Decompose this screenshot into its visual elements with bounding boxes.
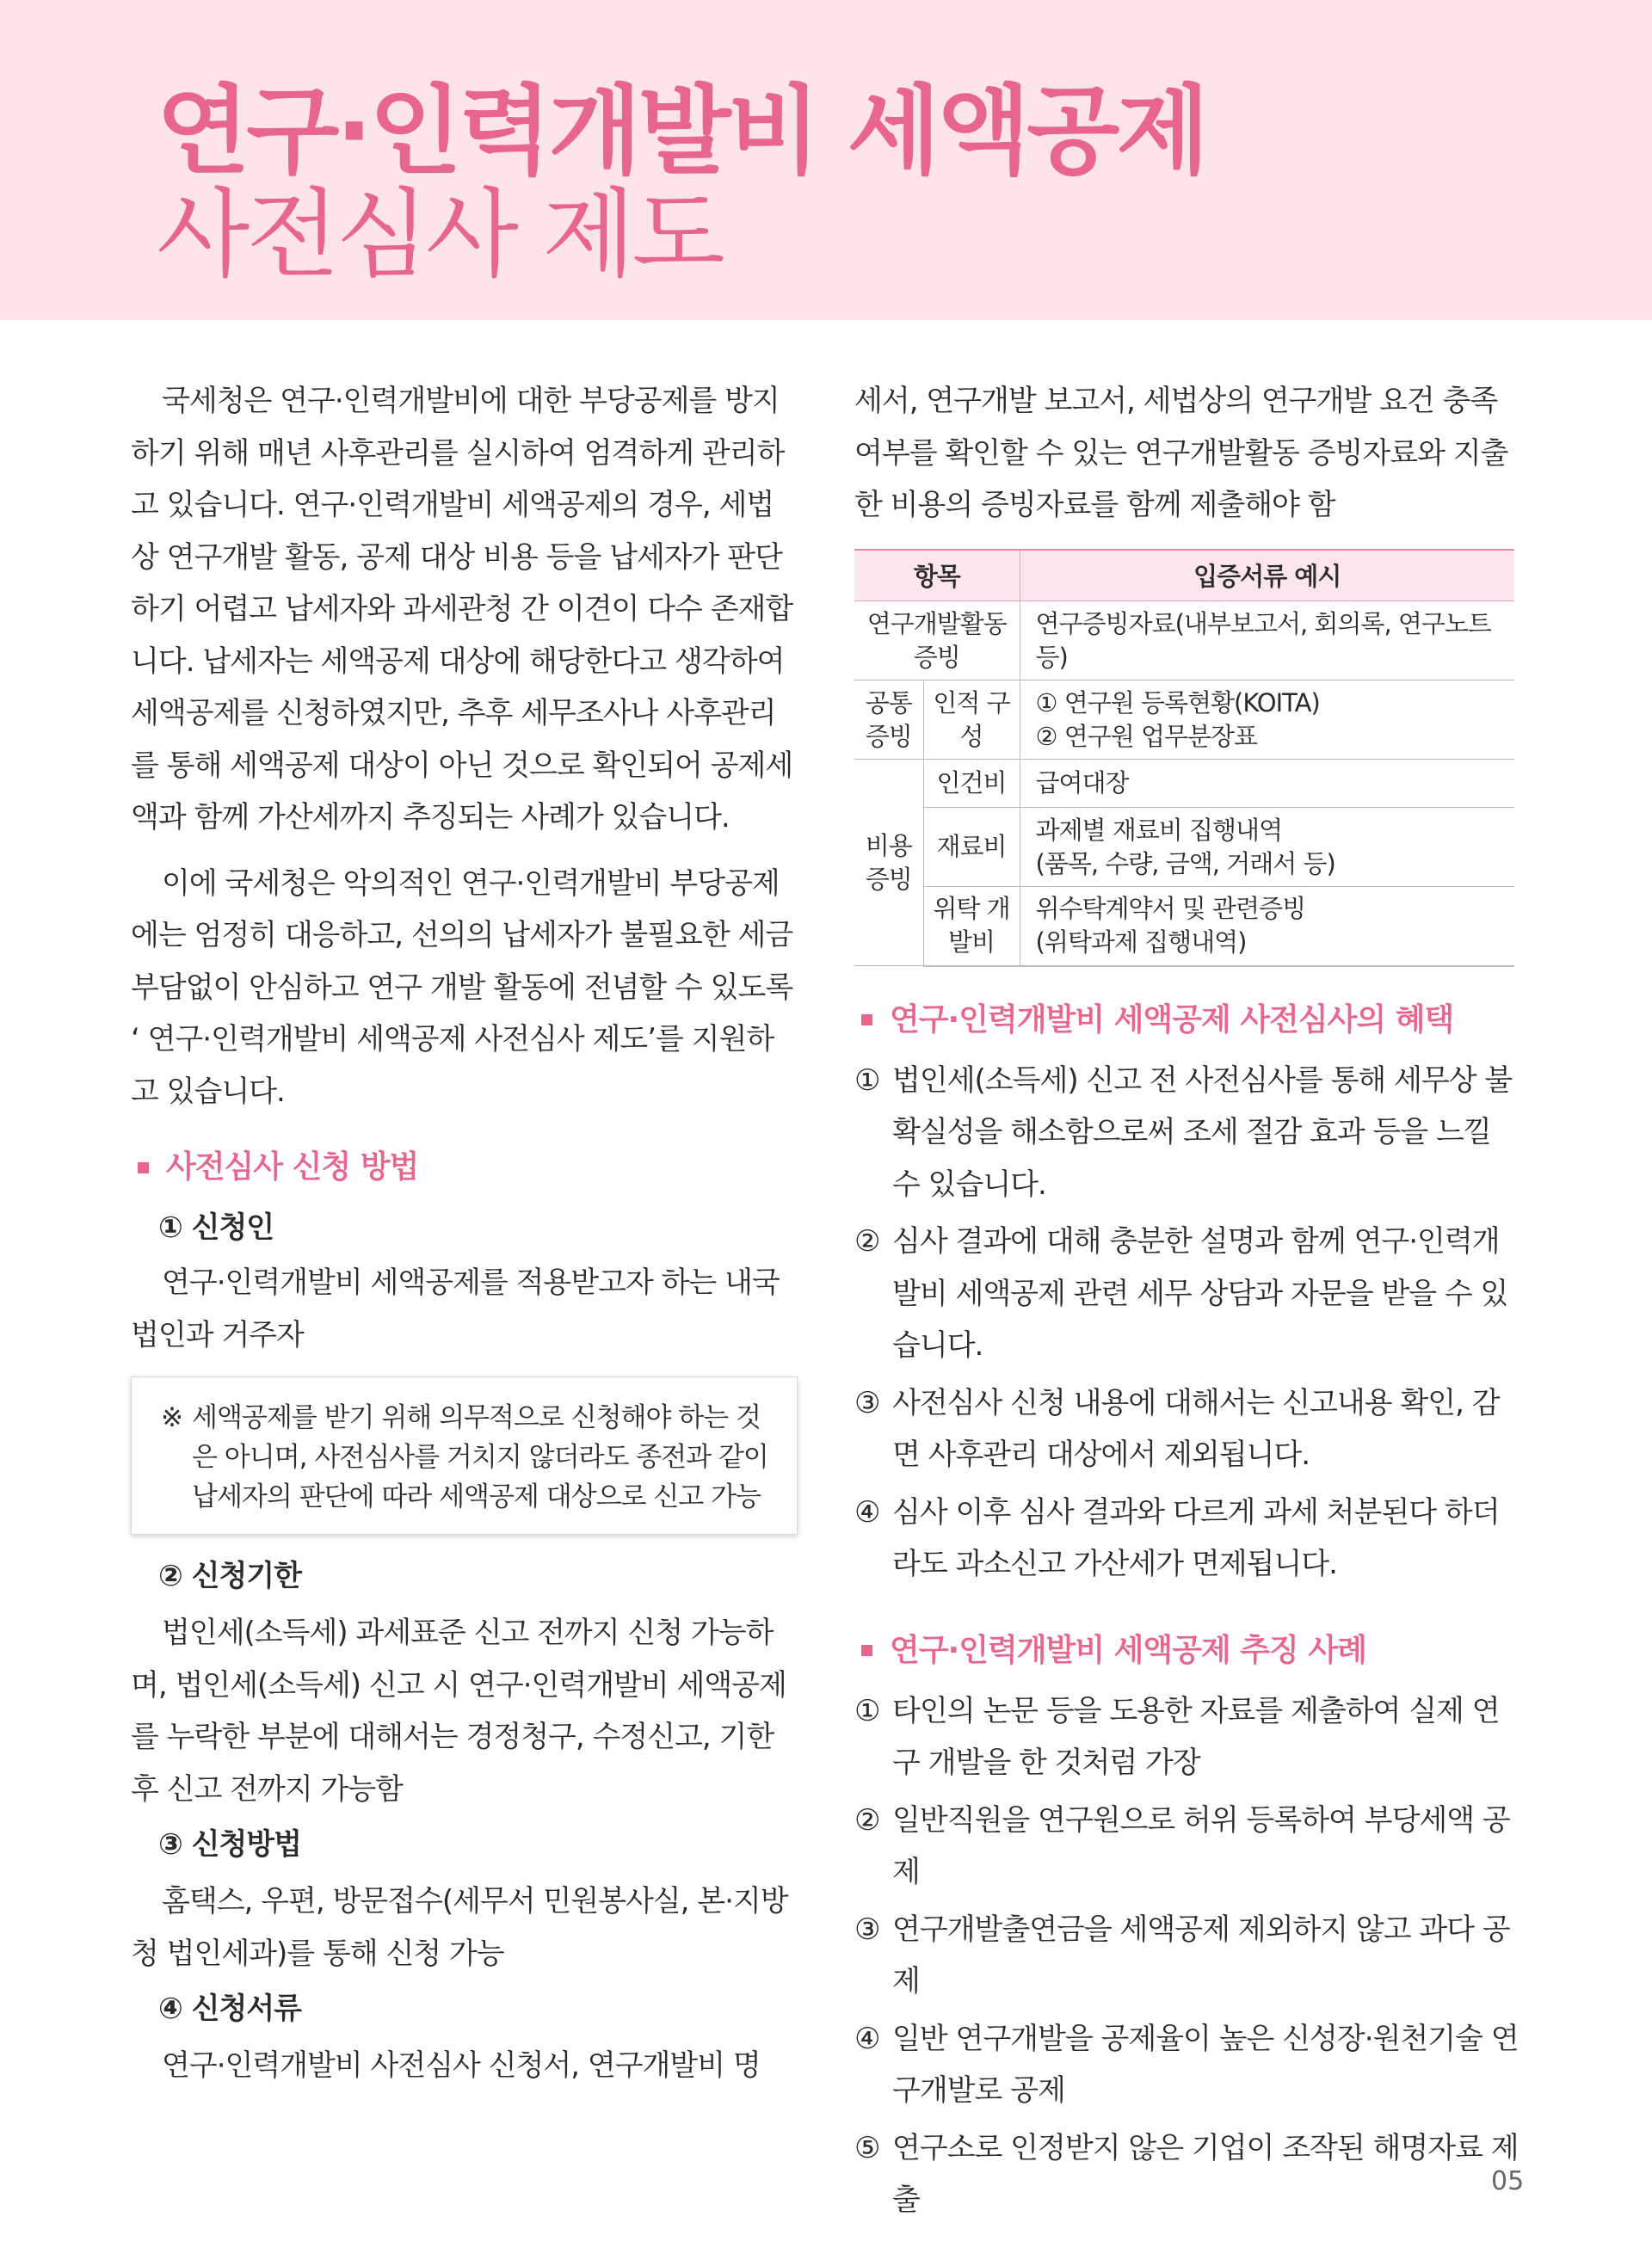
list-item (854, 1795, 1522, 1899)
section-title-application (131, 1142, 798, 1193)
list-item-text: 심사 이후 심사 결과와 다르게 과세 처분된다 하더라도 과소신고 가산세가 면제됩니다. (892, 1494, 1500, 1581)
table-header-doc: 입증서류 예시 (1020, 550, 1514, 601)
square-bullet-icon (861, 1645, 872, 1656)
list-item-number: ③ (854, 1912, 880, 1947)
table-row (854, 887, 1514, 966)
list-item-number: ① (854, 1693, 880, 1728)
note-box (131, 1376, 798, 1535)
applicant-text: 연구·인력개발비 세액공제를 적용받고자 하는 내국법인과 거주자 (131, 1265, 780, 1352)
header-banner (0, 0, 1652, 320)
list-item-number: ② (854, 1802, 880, 1838)
section-title-text: 연구·인력개발비 세액공제 추징 사례 (890, 1632, 1366, 1668)
subheading-deadline: ② 신청기한 (158, 1559, 301, 1593)
table-cell-item: 위탁 개발비 (923, 887, 1020, 966)
table-cell-doc-line: (품목, 수량, 금액, 거래서 등) (1035, 848, 1335, 878)
table-cell-doc-line: 과제별 재료비 집행내역 (1035, 815, 1283, 845)
list-item (854, 2013, 1522, 2117)
table-cell-doc (1020, 808, 1514, 887)
list-item-text: 사전심사 신청 내용에 대해서는 신고내용 확인, 감면 사후관리 대상에서 제외됩니다. (892, 1385, 1500, 1472)
list-item (854, 2122, 1525, 2226)
section-title-benefits (854, 995, 1522, 1046)
list-item-text: 법인세(소득세) 신고 전 사전심사를 통해 세무상 불확실성을 해소함으로써 조세 절감 효과 등을 느낄 수 있습니다. (892, 1062, 1513, 1202)
table-cell-group: 비용 증빙 (854, 760, 923, 966)
note-text: 세액공제를 받기 위해 의무적으로 신청해야 하는 것은 아니며, 사전심사를 거치지 않더라도 종전과 같이 납세자의 판단에 따라 세액공제 대상으로 신고 가능 (192, 1402, 768, 1512)
table-cell-doc-line: 위수탁계약서 및 관련증빙 (1035, 894, 1306, 924)
table-cell-doc-line: ② 연구원 업무분장표 (1035, 721, 1258, 751)
intro-paragraph-2: 이에 국세청은 악의적인 연구·인력개발비 부당공제에는 엄정히 대응하고, 선의의 납세자가 불필요한 세금 부담없이 안심하고 연구 개발 활동에 전념할 수 있도록 ‘ 연구·인력개발비 세액공제 사전심사 제도’를 지원하고 있습니다. (131, 865, 793, 1109)
page-number: 05 (1491, 2166, 1525, 2196)
table-cell-item: 인건비 (923, 760, 1020, 808)
documents-continued-text: 세서, 연구개발 보고서, 세법상의 연구개발 요건 충족여부를 확인할 수 있는 연구개발활동 증빙자료와 지출한 비용의 증빙자료를 함께 제출해야 함 (854, 384, 1508, 522)
table-cell-doc (1020, 887, 1514, 966)
title-line-1: 연구·인력개발비 세액공제 (157, 76, 1206, 188)
table-cell-doc (1020, 680, 1514, 760)
table-row (854, 808, 1514, 887)
table-cell-doc: 연구증빙자료(내부보고서, 회의록, 연구노트 등) (1020, 601, 1514, 680)
list-item-text: 연구소로 인정받지 않은 기업이 조작된 해명자료 제출 (892, 2130, 1519, 2217)
deadline-text: 법인세(소득세) 과세표준 신고 전까지 신청 가능하며, 법인세(소득세) 신고 시 연구·인력개발비 세액공제를 누락한 부분에 대해서는 경정청구, 수정신고, 기한 후 신고 전까지 가능함 (131, 1616, 786, 1807)
list-item (854, 1685, 1522, 1789)
title-line-2: 사전심사 제도 (157, 179, 722, 291)
table-row (854, 601, 1514, 680)
left-column (131, 375, 798, 2092)
list-item (854, 1487, 1522, 1591)
table-cell-item: 인적 구성 (923, 680, 1020, 760)
section-title-text: 연구·인력개발비 세액공제 사전심사의 혜택 (890, 1001, 1454, 1038)
list-item-text: 일반 연구개발을 공제율이 높은 신성장·원천기술 연구개발로 공제 (892, 2021, 1519, 2108)
list-item-text: 일반직원을 연구원으로 허위 등록하여 부당세액 공제 (892, 1802, 1510, 1889)
square-bullet-icon (861, 1014, 872, 1025)
evidence-documents-table (854, 549, 1514, 967)
table-row (854, 760, 1514, 808)
list-item-number: ① (854, 1062, 880, 1098)
documents-text: 연구·인력개발비 사전심사 신청서, 연구개발비 명 (162, 2048, 761, 2083)
table-cell-item: 재료비 (923, 808, 1020, 887)
list-item-text: 연구개발출연금을 세액공제 제외하지 않고 과다 공제 (892, 1912, 1510, 1998)
benefits-list (854, 1055, 1522, 1591)
list-item-text: 심사 결과에 대해 충분한 설명과 함께 연구·인력개발비 세액공제 관련 세무 상담과 자문을 받을 수 있습니다. (892, 1224, 1508, 1363)
table-cell-doc-line: ① 연구원 등록현황(KOITA) (1035, 687, 1320, 717)
list-item (854, 1904, 1522, 2008)
cases-list (854, 1685, 1525, 2226)
subheading-method: ③ 신청방법 (158, 1827, 301, 1862)
table-cell-doc-line: (위탁과제 집행내역) (1035, 927, 1247, 958)
square-bullet-icon (138, 1162, 149, 1173)
method-text: 홈택스, 우편, 방문접수(세무서 민원봉사실, 본·지방청 법인세과)를 통해 신청 가능 (131, 1884, 788, 1971)
section-title-text: 사전심사 신청 방법 (166, 1149, 419, 1185)
table-cell-item: 연구개발활동 증빙 (854, 601, 1020, 680)
note-mark: ※ (161, 1402, 182, 1433)
table-header-item: 항목 (854, 550, 1020, 601)
table-cell-group: 공통 증빙 (854, 680, 923, 760)
section-title-cases (854, 1625, 1522, 1677)
table-row (854, 680, 1514, 760)
list-item-number: ④ (854, 1494, 880, 1530)
right-column (854, 375, 1525, 2232)
subheading-applicant: ① 신청인 (158, 1210, 274, 1245)
subheading-documents: ④ 신청서류 (158, 1992, 301, 2026)
list-item-number: ② (854, 1224, 880, 1259)
list-item-number: ③ (854, 1385, 880, 1420)
list-item-number: ④ (854, 2021, 880, 2056)
table-cell-doc: 급여대장 (1020, 760, 1514, 808)
list-item (854, 1055, 1522, 1211)
table-header-row (854, 550, 1514, 601)
list-item (854, 1377, 1522, 1481)
list-item-text: 타인의 논문 등을 도용한 자료를 제출하여 실제 연구 개발을 한 것처럼 가장 (892, 1693, 1500, 1780)
list-item-number: ⑤ (854, 2130, 880, 2165)
list-item (854, 1216, 1522, 1372)
intro-paragraph-1: 국세청은 연구·인력개발비에 대한 부당공제를 방지하기 위해 매년 사후관리를 실시하여 엄격하게 관리하고 있습니다. 연구·인력개발비 세액공제의 경우, 세법상 연구개발 활동, 공제 대상 비용 등을 납세자가 판단하기 어렵고 납세자와 과세관청 간 이견이 다수 존재합니다. 납세자는 세액공제 대상에 해당한다고 생각하여 세액공제를 신청하였지만, 추후 세무조사나 사후관리를 통해 세액공제 대상이 아닌 것으로 확인되어 공제세액과 함께 가산세까지 추징되는 사례가 있습니다. (131, 384, 793, 834)
